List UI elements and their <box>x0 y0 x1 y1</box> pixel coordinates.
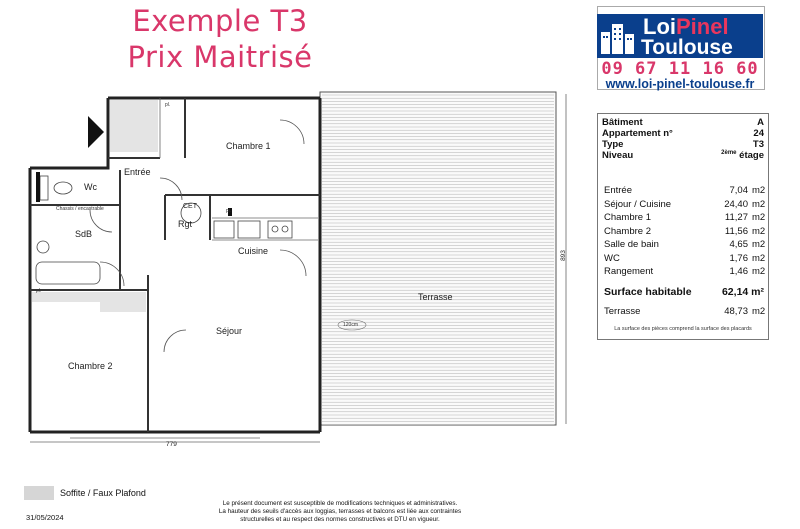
buildings-icon <box>598 18 638 56</box>
room-area-value: 1,46 <box>729 266 748 277</box>
room-area-unit: m2 <box>752 225 766 237</box>
label-cet: CET <box>183 203 197 210</box>
room-area-name: Rangement <box>604 266 654 277</box>
terrace-deck <box>320 92 556 425</box>
dimension-width: 779 <box>166 441 177 448</box>
room-area-name: Entrée <box>604 185 632 196</box>
entry-arrow-icon <box>88 116 104 148</box>
room-cuisine: Cuisine <box>238 246 269 256</box>
label-height-mark: 120cm <box>343 322 359 328</box>
placard-mark: pl. <box>36 288 42 294</box>
room-area-name: Séjour / Cuisine <box>604 198 672 210</box>
placard-mark: pl. <box>165 102 171 108</box>
room-chambre-2: Chambre 2 <box>68 361 113 371</box>
room-area-value: 11,27 <box>724 212 748 223</box>
dimension-height: 893 <box>559 250 567 261</box>
terrasse-value: 48,73 <box>724 306 748 317</box>
page-subtitle: Prix Maitrisé <box>127 40 313 74</box>
room-chambre-1: Chambre 1 <box>226 141 271 151</box>
room-area-unit: m2 <box>752 252 766 264</box>
logo-text-line2: Toulouse <box>641 36 733 59</box>
logo-text-line1: LoiPinel <box>643 14 729 39</box>
room-area-name: WC <box>604 252 620 264</box>
surface-note: La surface des pièces comprend la surface des placards <box>614 326 752 332</box>
room-sejour: Séjour <box>216 326 243 336</box>
website-link[interactable]: www.loi-pinel-toulouse.fr <box>605 77 755 91</box>
room-area-value: 1,76 <box>729 252 748 264</box>
terrasse-label: Terrasse <box>604 306 641 317</box>
room-area-name: Chambre 2 <box>604 225 651 237</box>
room-area-name: Salle de bain <box>604 239 659 250</box>
room-area-value: 4,65 <box>729 239 748 250</box>
room-area-unit: m2 <box>752 198 766 210</box>
page-title: Exemple T3 <box>132 4 308 38</box>
document-date: 31/05/2024 <box>26 513 64 522</box>
room-area-unit: m2 <box>752 266 766 277</box>
room-area-value: 7,04 <box>729 185 748 196</box>
placard-mark: pl. <box>226 208 232 214</box>
room-wc: Wc <box>84 182 97 192</box>
room-entree: Entrée <box>124 167 151 177</box>
legend-swatch <box>24 486 54 500</box>
surface-value: 62,14 m² <box>721 286 764 298</box>
room-area-unit: m2 <box>752 212 766 223</box>
room-area-value: 11,56 <box>724 225 748 237</box>
room-sdb: SdB <box>75 229 93 239</box>
room-area-name: Chambre 1 <box>604 212 651 223</box>
legend-label: Soffite / Faux Plafond <box>60 488 146 498</box>
label-chassis: Chassis / encastrable <box>56 206 104 212</box>
surface-label: Surface habitable <box>604 286 692 298</box>
room-area-value: 24,40 <box>724 198 748 210</box>
room-rgt: Rgt <box>178 219 193 229</box>
disclaimer: Le présent document est susceptible de modifications techniques et administratives. La hauteur des seuils d'accès aux loggias, terrasses et balcons est liée aux contraintes structurelles et au respect des normes constructives et DTU en vigueur. <box>218 500 462 523</box>
phone-number[interactable]: 09 67 11 16 60 <box>601 59 759 79</box>
room-terrasse: Terrasse <box>418 292 453 302</box>
room-area-unit: m2 <box>752 239 766 250</box>
room-area-unit: m2 <box>752 185 766 196</box>
terrasse-unit: m2 <box>752 306 766 317</box>
